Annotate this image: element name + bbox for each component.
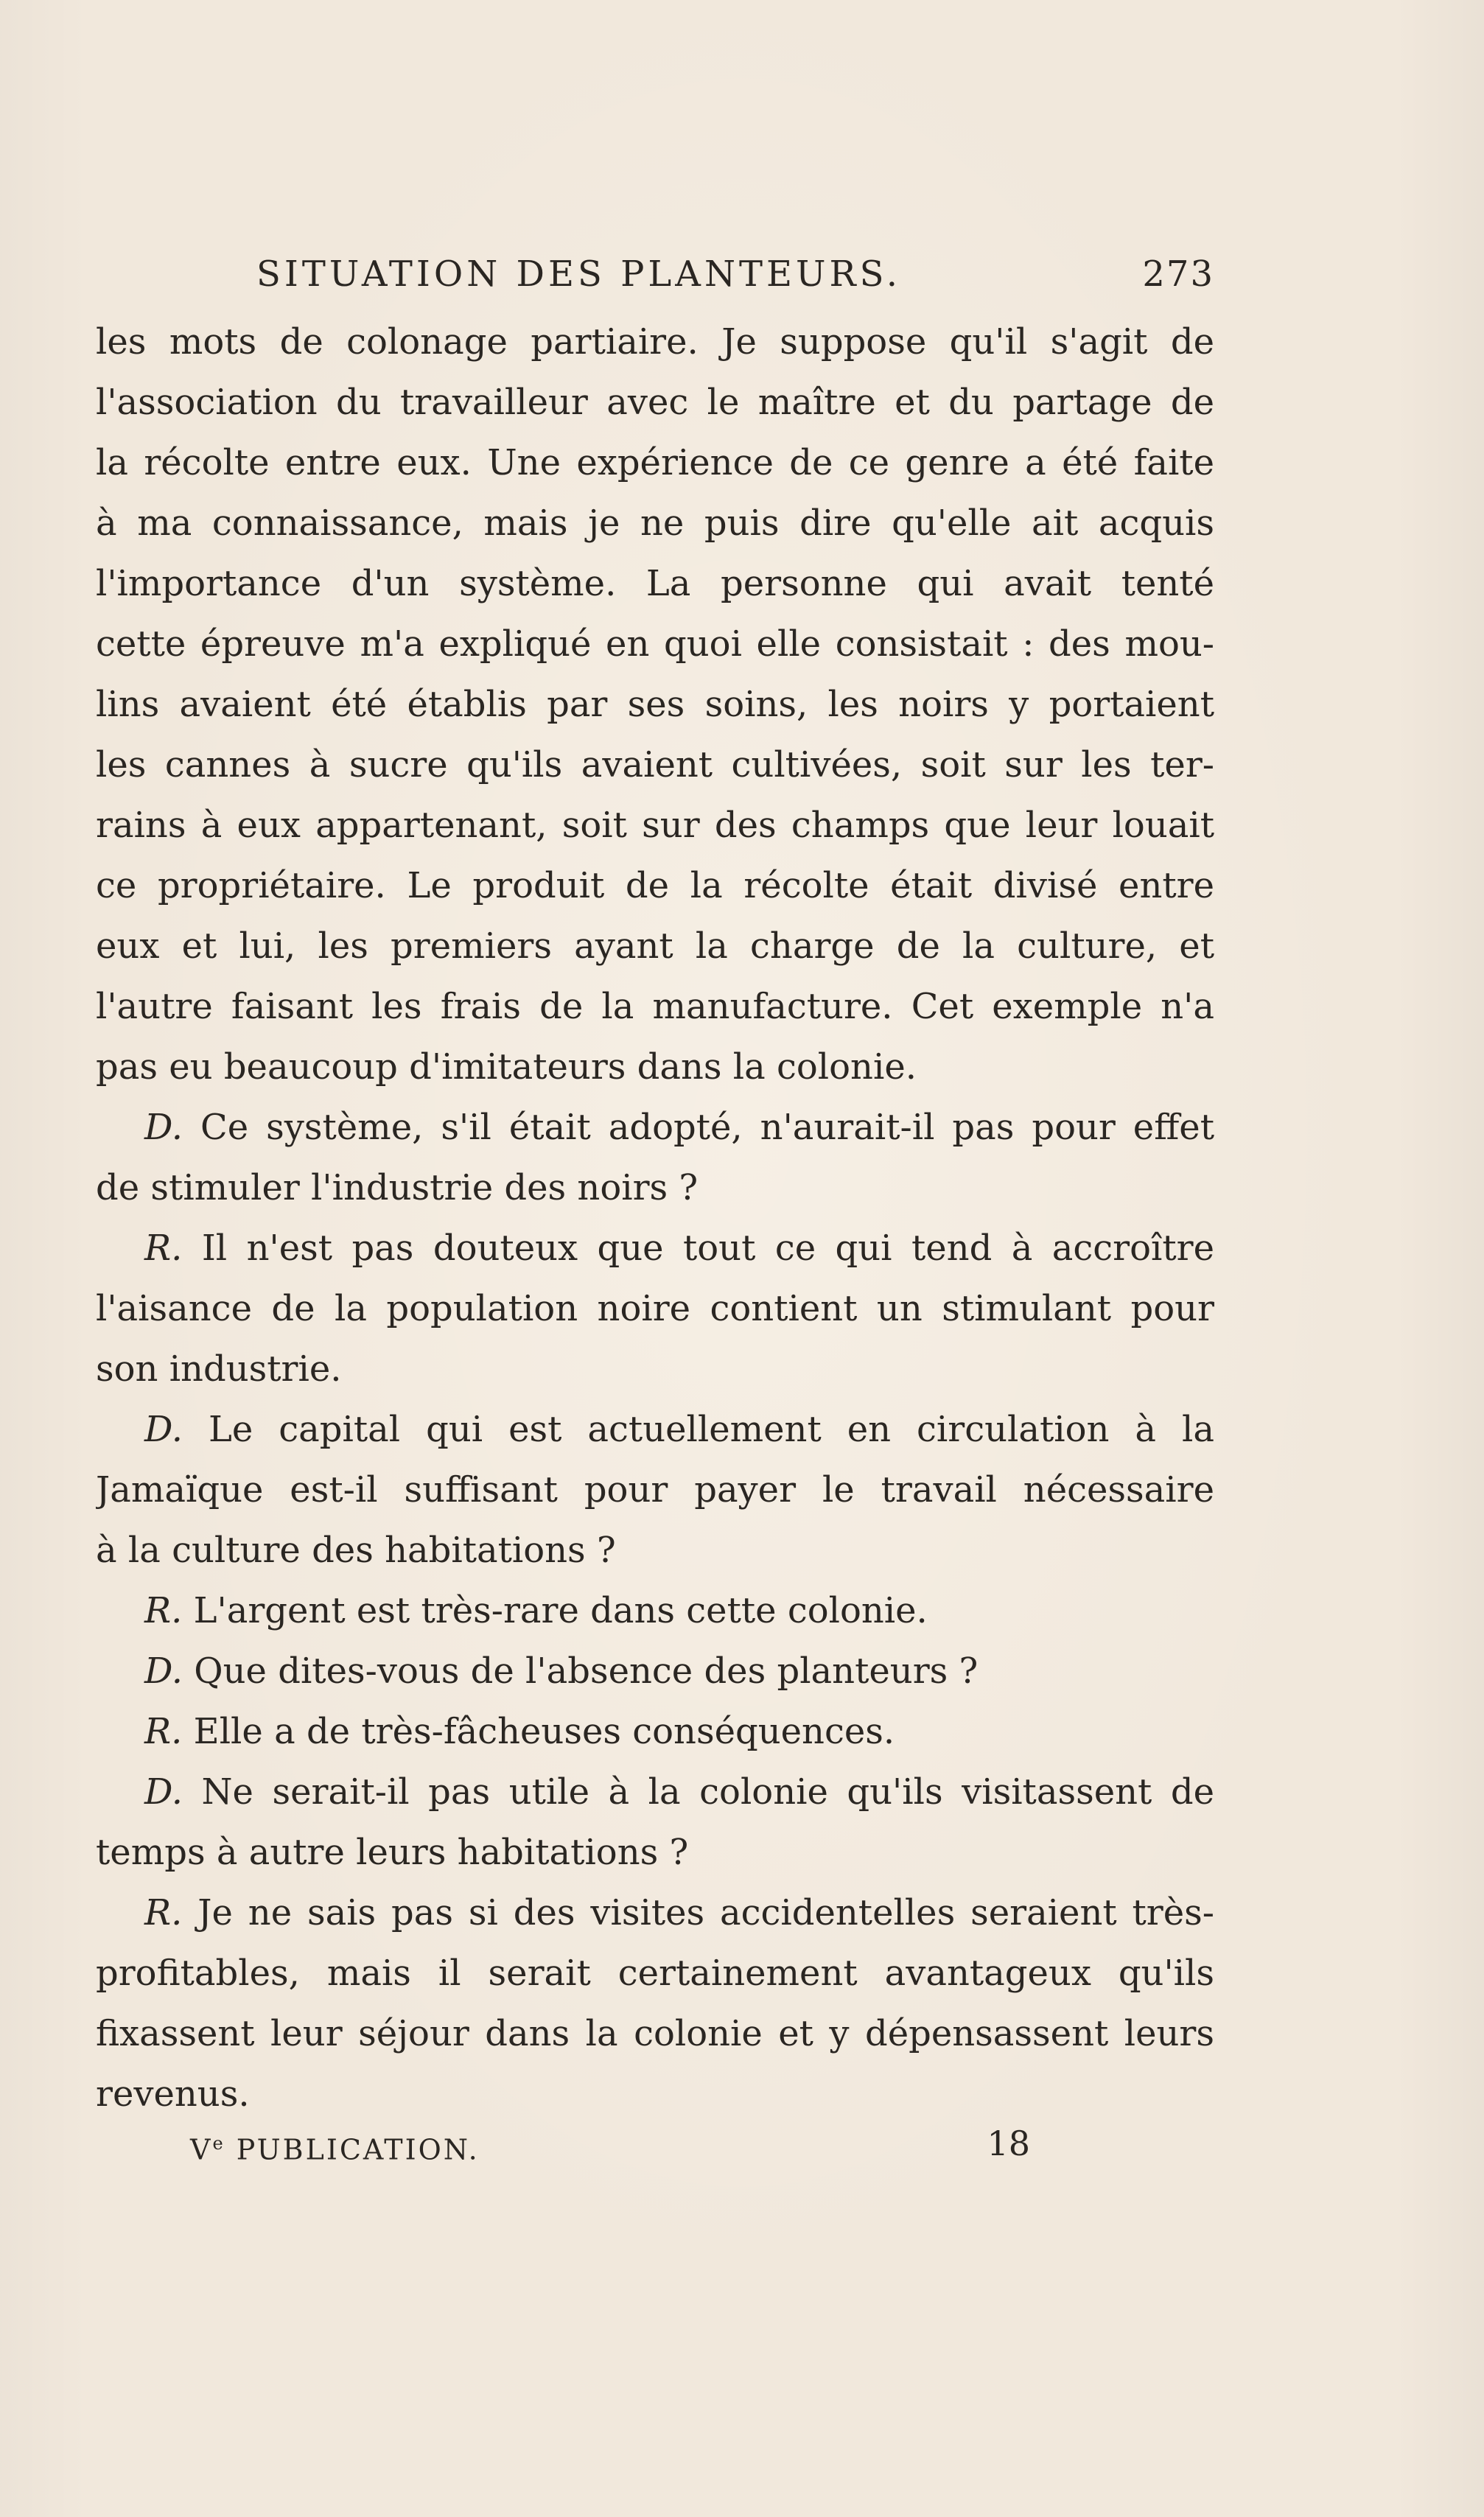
text-line: rains à eux appartenant, soit sur des champs que leur louait [96,805,1214,846]
answer-marker: R. [144,1228,183,1269]
signature-superscript: e [212,2133,225,2154]
text-line: l'association du travailleur avec le maître et du partage de [96,382,1214,423]
page-footer [190,2118,1030,2169]
page-header [256,252,1214,296]
text-line: à la culture des habitations ? [96,1530,616,1571]
question-marker: D. [144,1650,183,1692]
signature-mark [190,2118,480,2176]
text-line: l'aisance de la population noire contient un stimulant pour [96,1288,1214,1329]
text-line: l'autre faisant les frais de la manufacture. Cet exemple n'a [96,986,1214,1027]
text-line: son industrie. [96,1348,342,1390]
question-marker: D. [144,1771,183,1813]
text-line: temps à autre leurs habitations ? [96,1832,689,1873]
text-line: profitables, mais il serait certainement avantageux qu'ils [96,1953,1214,1994]
signature-text: PUBLICATION. [225,2133,480,2166]
text-line: à ma connaissance, mais je ne puis dire qu'elle ait acquis [96,503,1214,544]
text-line: Jamaïque est-il suffisant pour payer le travail nécessaire [96,1469,1214,1510]
text-line: lins avaient été établis par ses soins, les noirs y portaient [96,684,1214,725]
question-line: D. Le capital qui est actuellement en circulation à la [144,1409,1214,1450]
answer-line: R. Elle a de très-fâcheuses conséquences. [144,1711,895,1752]
signature-prefix: V [190,2133,213,2166]
sheet-number: 18 [987,2124,1030,2163]
text-line: les cannes à sucre qu'ils avaient cultivées, soit sur les ter- [96,744,1214,785]
question-line: D. Que dites-vous de l'absence des planteurs ? [144,1650,979,1692]
running-head: SITUATION DES PLANTEURS. [256,253,902,295]
body-text [96,312,1214,2124]
text-line: de stimuler l'industrie des noirs ? [96,1167,699,1208]
question-marker: D. [144,1409,183,1450]
text-line: revenus. [96,2073,250,2115]
question-line: D. Ne serait-il pas utile à la colonie qu'ils visitassent de [144,1771,1214,1813]
text-line: fixassent leur séjour dans la colonie et y dépensassent leurs [96,2013,1214,2054]
question-line: D. Ce système, s'il était adopté, n'aurait-il pas pour effet [144,1107,1214,1148]
text-line: les mots de colonage partiaire. Je suppose qu'il s'agit de [96,321,1214,363]
answer-marker: R. [144,1892,183,1933]
text-line: cette épreuve m'a expliqué en quoi elle consistait : des mou- [96,623,1214,665]
text-line: la récolte entre eux. Une expérience de ce genre a été faite [96,442,1214,483]
page-number: 273 [1142,253,1214,295]
text-line: pas eu beaucoup d'imitateurs dans la colonie. [96,1046,917,1088]
answer-marker: R. [144,1590,183,1631]
text-line: eux et lui, les premiers ayant la charge de la culture, et [96,925,1214,967]
text-line: l'importance d'un système. La personne qui avait tenté [96,563,1214,604]
text-line: ce propriétaire. Le produit de la récolte était divisé entre [96,865,1214,906]
answer-line: R. L'argent est très-rare dans cette colonie. [144,1590,928,1631]
answer-line: R. Je ne sais pas si des visites accidentelles seraient très- [144,1892,1214,1933]
answer-marker: R. [144,1711,183,1752]
question-marker: D. [144,1107,183,1148]
answer-line: R. Il n'est pas douteux que tout ce qui tend à accroître [144,1228,1214,1269]
